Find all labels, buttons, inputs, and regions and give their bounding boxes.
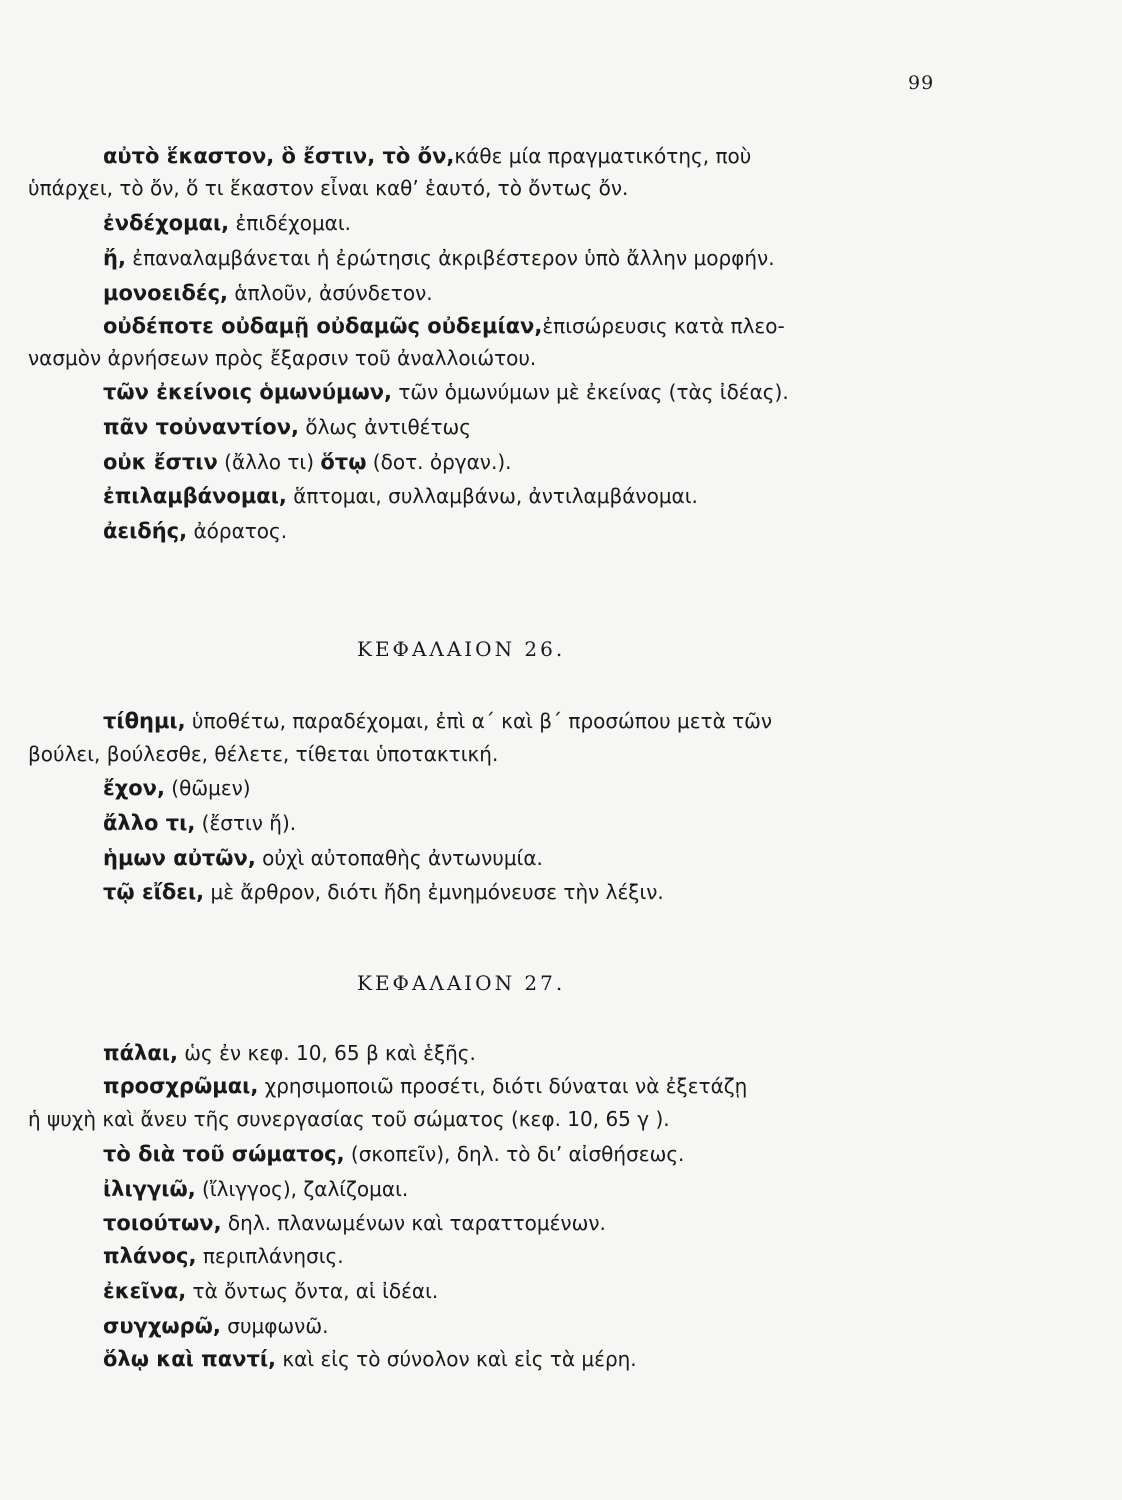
entry-definition: περιπλάνησις. [196, 1244, 344, 1268]
entry-line [103, 283, 433, 304]
entry-line [103, 452, 511, 473]
entry-term: ἐπιλαμβάνομαι, [103, 484, 287, 508]
chapter-heading-27: ΚΕΦΑΛΑΙΟΝ 27. [357, 971, 566, 995]
entry-definition: ἐπισώρευσις κατὰ πλεο- [542, 314, 785, 338]
entry-term: τῷ εἴδει, [103, 880, 205, 904]
entry-line [103, 1144, 684, 1165]
entry-line [103, 1043, 476, 1064]
entry-definition: ἁπλοῦν, ἀσύνδετον. [228, 281, 433, 305]
entry-term: οὐδέποτε οὐδαμῇ οὐδαμῶς οὐδεμίαν, [103, 314, 543, 338]
entry-line [103, 1076, 747, 1097]
entry-definition: μὲ ἄρθρον, διότι ἤδη ἐμνημόνευσε τὴν λέξιν. [204, 880, 664, 904]
entry-line [103, 882, 664, 903]
page-number: 99 [908, 72, 935, 94]
entry-definition: (ἄλλο τι) [217, 450, 321, 474]
entry-term: τὸ διὰ τοῦ σώματος, [103, 1142, 345, 1166]
entry-term: μονοειδές, [103, 281, 229, 305]
entry-term: ἄλλο τι, [103, 811, 196, 835]
entry-term: τίθημι, [103, 709, 186, 733]
entry-line [103, 521, 287, 542]
entry-line [103, 1213, 606, 1234]
entry-definition: (δοτ. ὀργαν.). [366, 450, 512, 474]
entry-continuation: νασμὸν ἀρνήσεων πρὸς ἔξαρσιν τοῦ ἀναλλοιώτου. [28, 346, 537, 370]
entry-term: ἡμων αὐτῶν, [103, 846, 256, 870]
entry-term: πάλαι, [103, 1041, 178, 1065]
entry-line [103, 316, 785, 337]
entry-definition: ἐπαναλαμβάνεται ἡ ἐρώτησις ἀκριβέστερον ὑπὸ ἄλλην μορφήν. [125, 246, 775, 270]
entry-line [103, 248, 775, 269]
entry-definition: (ἴλιγγος), ζαλίζομαι. [195, 1177, 409, 1201]
entry-definition: (σκοπεῖν), δηλ. τὸ δι’ αἰσθήσεως. [344, 1142, 685, 1166]
entry-line [103, 486, 698, 507]
entry-definition: χρησιμοποιῶ προσέτι, διότι δύναται νὰ ἐξετάζῃ [258, 1074, 748, 1098]
entry-definition: (θῶμεν) [164, 776, 251, 800]
entry-line [103, 1246, 344, 1267]
entry-line [103, 417, 471, 438]
entry-line [103, 146, 751, 167]
entry-definition: τὰ ὄντως ὄντα, αἱ ἰδέαι. [186, 1279, 439, 1303]
entry-line [103, 1349, 637, 1370]
entry-line [103, 1281, 438, 1302]
entry-term: προσχρῶμαι, [103, 1074, 259, 1098]
entry-term: ὅτῳ [320, 450, 367, 474]
entry-line [103, 1316, 328, 1337]
entry-definition: καὶ εἰς τὸ σύνολον καὶ εἰς τὰ μέρη. [276, 1347, 637, 1371]
entry-line [103, 382, 789, 403]
entry-term: ἔχον, [103, 776, 165, 800]
entry-term: πλάνος, [103, 1244, 197, 1268]
entry-term: αὐτὸ ἕκαστον, ὃ ἔστιν, τὸ ὄν, [103, 144, 455, 168]
entry-term: ἐκεῖνα, [103, 1279, 187, 1303]
entry-line [103, 848, 543, 869]
entry-definition: ὑποθέτω, παραδέχομαι, ἐπὶ α΄ καὶ β΄ προσώπου μετὰ τῶν [185, 709, 773, 733]
entry-term: ἐνδέχομαι, [103, 211, 230, 235]
chapter-heading-26: ΚΕΦΑΛΑΙΟΝ 26. [357, 637, 566, 661]
entry-term: ἤ, [103, 246, 126, 270]
entry-definition: κάθε μία πραγματικότης, ποὺ [454, 144, 752, 168]
entry-line [103, 813, 296, 834]
entry-term: συγχωρῶ, [103, 1314, 221, 1338]
entry-term: πᾶν τοὐναντίον, [103, 415, 299, 439]
entry-definition: συμφωνῶ. [220, 1314, 329, 1338]
entry-line [103, 213, 351, 234]
entry-definition: δηλ. πλανωμένων καὶ ταραττομένων. [221, 1211, 606, 1235]
entry-term: τῶν ἐκείνοις ὁμωνύμων, [103, 380, 393, 404]
entry-definition: ἅπτομαι, συλλαμβάνω, ἀντιλαμβάνομαι. [286, 484, 698, 508]
entry-continuation: ἡ ψυχὴ καὶ ἄνευ τῆς συνεργασίας τοῦ σώματος (κεφ. 10, 65 γ ). [28, 1107, 670, 1131]
entry-term: τοιούτων, [103, 1211, 222, 1235]
entry-line [103, 1179, 408, 1200]
entry-definition: ἀόρατος. [187, 519, 288, 543]
entry-term: οὐκ ἔστιν [103, 450, 218, 474]
entry-line [103, 778, 251, 799]
entry-definition: τῶν ὁμωνύμων μὲ ἐκείνας (τὰς ἰδέας). [392, 380, 789, 404]
entry-term: ὅλῳ καὶ παντί, [103, 1347, 277, 1371]
entry-term: ἀειδής, [103, 519, 188, 543]
entry-continuation: βούλει, βούλεσθε, θέλετε, τίθεται ὑποτακτική. [28, 742, 499, 766]
entry-definition: ὅλως ἀντιθέτως [299, 415, 472, 439]
entry-line [103, 711, 772, 732]
entry-definition: ὡς ἐν κεφ. 10, 65 β καὶ ἑξῆς. [177, 1041, 476, 1065]
entry-definition: οὐχὶ αὐτοπαθὴς ἀντωνυμία. [255, 846, 543, 870]
entry-term: ἰλιγγιῶ, [103, 1177, 196, 1201]
entry-continuation: ὑπάρχει, τὸ ὄν, ὅ τι ἕκαστον εἶναι καθ’ ἑαυτό, τὸ ὄντως ὄν. [28, 176, 629, 200]
entry-definition: ἐπιδέχομαι. [229, 211, 351, 235]
entry-definition: (ἔστιν ἤ). [195, 811, 297, 835]
